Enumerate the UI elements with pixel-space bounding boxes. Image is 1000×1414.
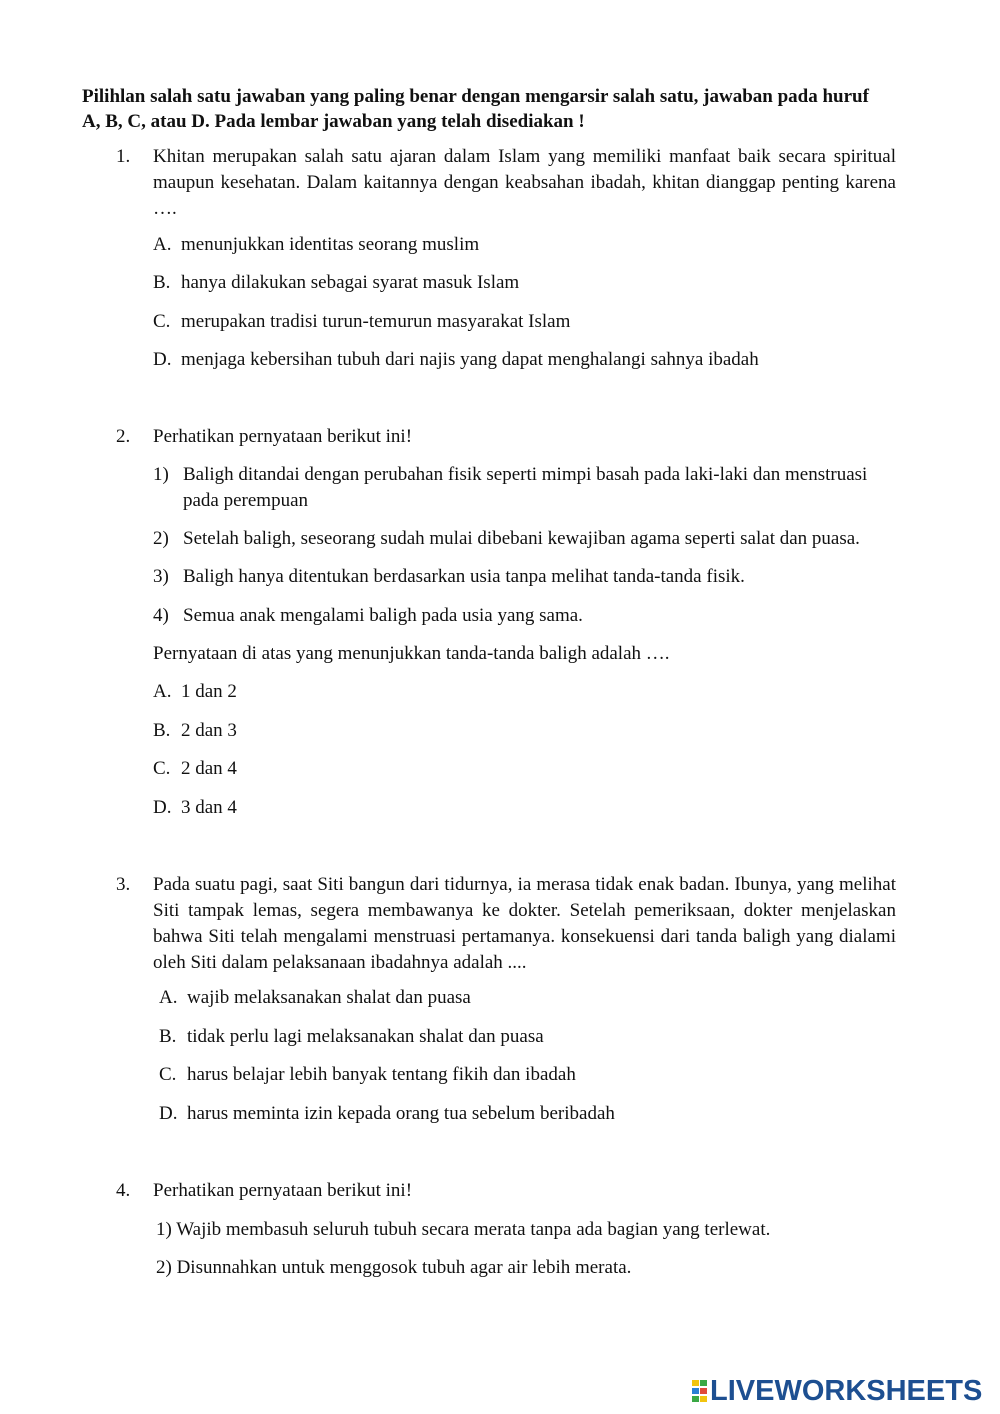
option-text: 2 dan 4 — [181, 758, 237, 779]
statement-label: 1) — [153, 464, 169, 485]
liveworksheets-icon — [692, 1380, 708, 1402]
question-2-option-d[interactable] — [153, 795, 237, 821]
option-text: menjaga kebersihan tubuh dari najis yang dapat menghalangi sahnya ibadah — [181, 349, 759, 370]
question-3-option-d[interactable] — [159, 1101, 615, 1127]
option-label: D. — [153, 349, 172, 370]
statement-text: Wajib membasuh seluruh tubuh secara merata tanpa ada bagian yang terlewat. — [176, 1219, 771, 1240]
option-label: D. — [159, 1103, 178, 1124]
option-label: D. — [153, 797, 172, 818]
statement-text: Disunnahkan untuk menggosok tubuh agar air lebih merata. — [176, 1257, 632, 1278]
option-label: C. — [153, 311, 171, 332]
question-2-number: 2. — [116, 426, 131, 447]
option-label: B. — [159, 1026, 177, 1047]
statement-text: Baligh hanya ditentukan berdasarkan usia tanpa melihat tanda-tanda fisik. — [183, 566, 745, 587]
logo-text: LIVEWORKSHEETS — [710, 1374, 983, 1407]
statement-text: Setelah baligh, seseorang sudah mulai dibebani kewajiban agama seperti salat dan puasa. — [183, 528, 860, 549]
question-3-option-a[interactable] — [159, 985, 471, 1011]
option-label: C. — [153, 758, 171, 779]
question-4-number: 4. — [116, 1180, 131, 1201]
option-label: B. — [153, 272, 171, 293]
statement-label: 4) — [153, 605, 169, 626]
option-text: hanya dilakukan sebagai syarat masuk Islam — [181, 272, 520, 293]
statement-label: 2) — [156, 1257, 172, 1278]
question-2-text: Perhatikan pernyataan berikut ini! — [153, 426, 413, 447]
option-text: 3 dan 4 — [181, 797, 237, 818]
option-label: A. — [153, 681, 172, 702]
question-1-option-a[interactable] — [153, 232, 479, 258]
question-2-prompt: Pernyataan di atas yang menunjukkan tanda-tanda baligh adalah …. — [153, 643, 670, 664]
option-text: menunjukkan identitas seorang muslim — [181, 234, 480, 255]
statement-label: 3) — [153, 566, 169, 587]
question-3-text: Pada suatu pagi, saat Siti bangun dari tidurnya, ia merasa tidak enak badan. Ibunya, yang melihat Siti tampak lemas, segera membawanya ke dokter. Setelah pemeriksaan, dokter menjelaskan bahwa Siti telah mengalami menstruasi pertamanya. konsekuensi dari tanda baligh yang dialami oleh Siti dalam pelaksanaan ibadahnya adalah .... — [153, 874, 896, 973]
statement-label: 1) — [156, 1219, 172, 1240]
option-label: C. — [159, 1064, 177, 1085]
question-2-statement-1 — [153, 462, 896, 514]
question-2-statement-2 — [153, 526, 896, 552]
option-text: tidak perlu lagi melaksanakan shalat dan puasa — [187, 1026, 544, 1047]
question-3-number: 3. — [116, 874, 131, 895]
statement-text: Semua anak mengalami baligh pada usia yang sama. — [183, 605, 583, 626]
option-text: 2 dan 3 — [181, 720, 237, 741]
question-1-number: 1. — [116, 146, 131, 167]
option-text: 1 dan 2 — [181, 681, 237, 702]
option-text: harus meminta izin kepada orang tua sebelum beribadah — [187, 1103, 615, 1124]
question-3-option-b[interactable] — [159, 1024, 544, 1050]
question-2-statement-4 — [153, 603, 896, 629]
question-1-option-c[interactable] — [153, 309, 570, 335]
option-text: merupakan tradisi turun-temurun masyarakat Islam — [181, 311, 571, 332]
statement-text: Baligh ditandai dengan perubahan fisik seperti mimpi basah pada laki-laki dan menstruasi pada perempuan — [183, 464, 868, 511]
question-2-option-a[interactable] — [153, 679, 237, 705]
question-2-option-b[interactable] — [153, 718, 237, 744]
question-3-option-c[interactable] — [159, 1062, 576, 1088]
question-4-text: Perhatikan pernyataan berikut ini! — [153, 1180, 413, 1201]
instruction-text: Pilihlan salah satu jawaban yang paling benar dengan mengarsir salah satu, jawaban pada huruf A, B, C, atau D. Pada lembar jawaban yang telah disediakan ! — [82, 86, 869, 132]
option-label: B. — [153, 720, 171, 741]
liveworksheets-logo[interactable] — [692, 1376, 982, 1406]
option-label: A. — [153, 234, 172, 255]
option-text: harus belajar lebih banyak tentang fikih dan ibadah — [187, 1064, 576, 1085]
question-2-statement-3 — [153, 564, 896, 590]
question-1-option-d[interactable] — [153, 347, 759, 373]
statement-label: 2) — [153, 528, 169, 549]
option-label: A. — [159, 987, 178, 1008]
question-4-statement-2 — [156, 1255, 631, 1281]
question-1-text: Khitan merupakan salah satu ajaran dalam Islam yang memiliki manfaat baik secara spiritual maupun kesehatan. Dalam kaitannya dengan keabsahan ibadah, khitan dianggap penting karena …. — [153, 146, 896, 219]
question-1-option-b[interactable] — [153, 270, 519, 296]
option-text: wajib melaksanakan shalat dan puasa — [187, 987, 471, 1008]
question-2-option-c[interactable] — [153, 756, 237, 782]
question-4-statement-1 — [156, 1217, 770, 1243]
